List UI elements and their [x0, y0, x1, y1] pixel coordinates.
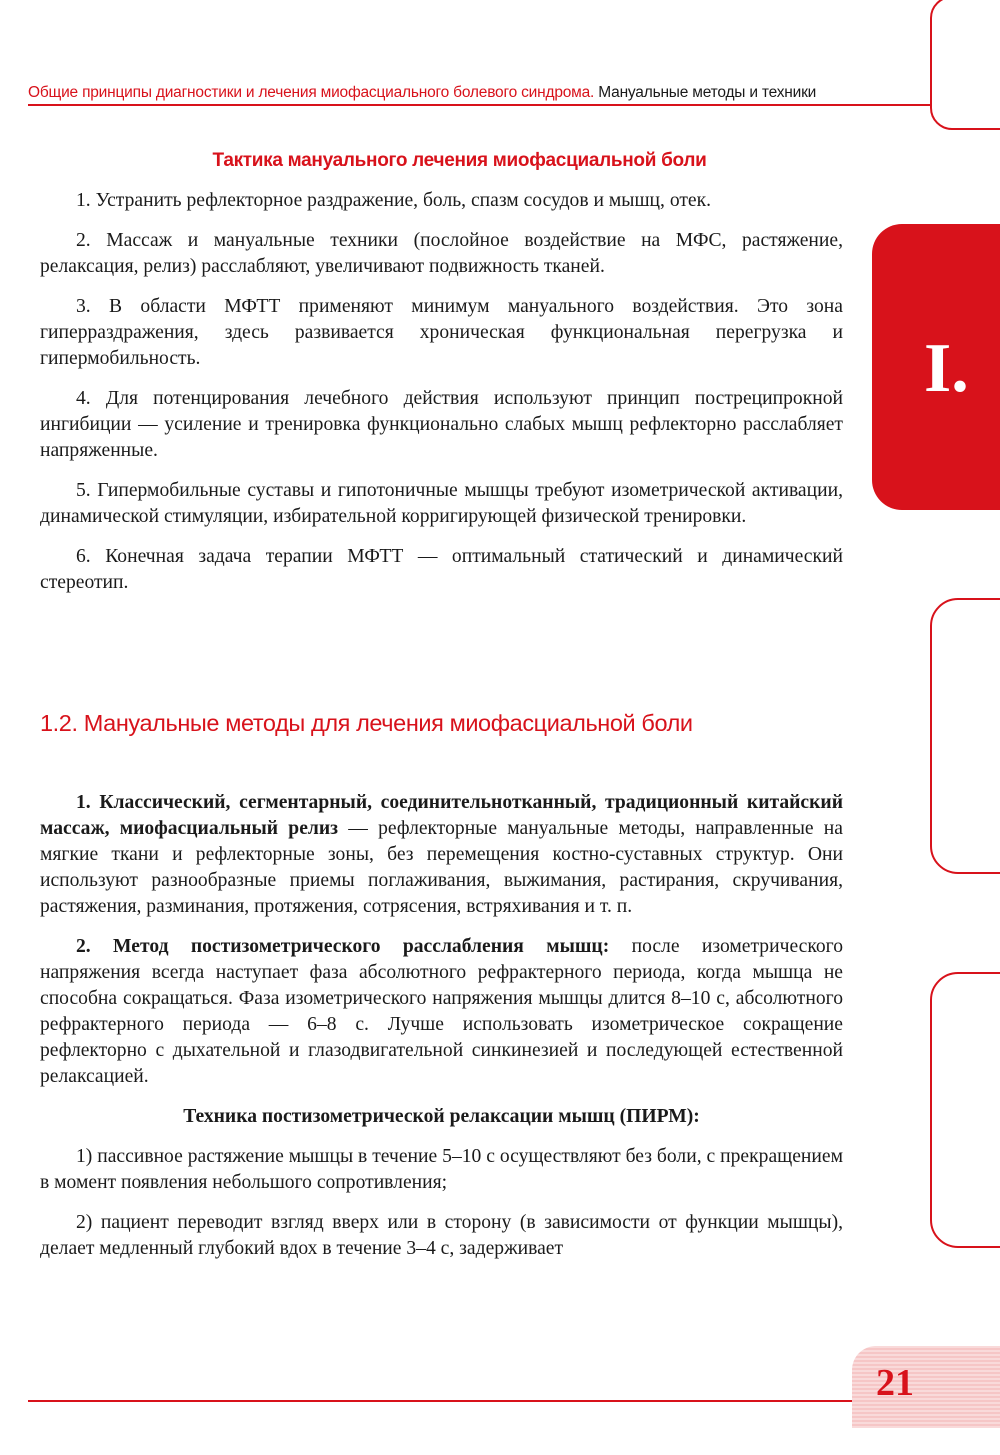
- method-paragraph-1: [40, 790, 843, 920]
- methods-block: [40, 790, 843, 1276]
- chapter-tab-active[interactable]: [872, 224, 1000, 510]
- pirm-step-2: 2) пациент переводит взгляд вверх или в сторону (в зависимости от функции мышцы), делает медленный глубокий вдох в течение 3–4 с, задерживает: [40, 1212, 843, 1259]
- page-number-box: [852, 1346, 1000, 1428]
- tactic-item-3: 3. В области МФТТ применяют минимум мануального воздействия. Это зона гиперраздражения, здесь развивается хроническая функциональная перегрузка и гипермобильность.: [40, 296, 843, 369]
- chapter-tab-3[interactable]: [930, 972, 1000, 1248]
- tactic-item-2: 2. Массаж и мануальные техники (послойное воздействие на МФС, растяжение, релаксация, релиз) расслабляют, увеличивают подвижность тканей.: [40, 230, 843, 277]
- method-2-lead: 2. Метод постизометрического расслабления мышц:: [76, 936, 610, 957]
- chapter-tab-2[interactable]: [930, 598, 1000, 874]
- chapter-tab-label: I.: [924, 330, 969, 407]
- method-paragraph-2: [40, 934, 843, 1090]
- method-2-text: после изометрического напряжения всегда наступает фаза абсолютного рефрактерного периода, когда мышца не способна сокращаться. Фаза изометрического напряжения мышцы длится 8–10 с, абсолютного рефрактерного периода — 6–8 с. Лучше использовать изометрическое сокращение рефлекторно с дыхательной и глазодвигательной синкинезией и последующей естественной релаксацией.: [40, 936, 843, 1087]
- footer-divider: [28, 1400, 868, 1402]
- page-content: [40, 148, 843, 1259]
- section-title: 1.2. Мануальные методы для лечения миофасциальной боли: [40, 710, 693, 736]
- pirm-step-1: 1) пассивное растяжение мышцы в течение 5–10 с осуществляют без боли, с прекращением в момент появления небольшого сопротивления;: [40, 1146, 843, 1193]
- tactic-item-5: 5. Гипермобильные суставы и гипотоничные мышцы требуют изометрической активации, динамической стимуляции, избирательной корригирующей физической тренировки.: [40, 480, 843, 527]
- tactic-item-1: 1. Устранить рефлекторное раздражение, боль, спазм сосудов и мышц, отек.: [76, 190, 712, 211]
- tactic-item-4: 4. Для потенцирования лечебного действия используют принцип постреципрокной ингибиции — усиление и тренировка функционально слабых мышц рефлекторно расслабляет напряженные.: [40, 388, 843, 461]
- subsection-title: Тактика мануального лечения миофасциальной боли: [212, 150, 707, 171]
- page-number: 21: [876, 1362, 914, 1404]
- running-header: [28, 84, 816, 102]
- chapter-tab-top[interactable]: [930, 0, 1000, 130]
- method-1-lead: 1. Классический, сегментарный, соединительнотканный, традиционный китайский массаж, миофасциальный релиз: [40, 792, 843, 839]
- pirm-title: Техника постизометрической релаксации мышц (ПИРМ):: [183, 1106, 700, 1127]
- running-header-subtopic: Мануальные методы и техники: [598, 84, 817, 101]
- running-header-topic: Общие принципы диагностики и лечения миофасциального болевого синдрома.: [28, 84, 595, 101]
- method-1-text: — рефлекторные мануальные методы, направленные на мягкие ткани и рефлекторные зоны, без перемещения костно-суставных структур. Они используют разнообразные приемы поглаживания, выжимания, растирания, скручивания, растяжения, разминания, протяжения, сотрясения, встряхивания и т. п.: [40, 818, 843, 917]
- tactic-item-6: 6. Конечная задача терапии МФТТ — оптимальный статический и динамический стереотип.: [40, 546, 843, 593]
- header-divider: [28, 104, 931, 106]
